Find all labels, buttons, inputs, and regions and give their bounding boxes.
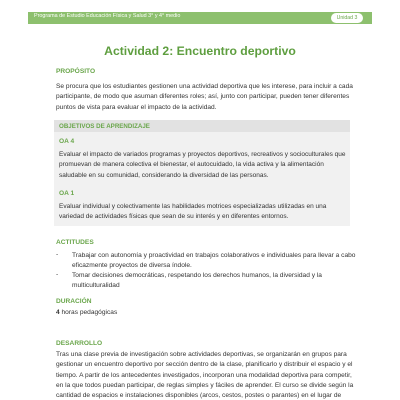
- objectives-header: [54, 120, 350, 132]
- objective-line: saludable en su comunidad, considerando la diversidad de las personas.: [59, 171, 269, 179]
- purpose-line: puntos de vista para evaluar el impacto de la actividad.: [56, 103, 217, 111]
- objective-text: [59, 150, 345, 181]
- objective-code: OA 1: [59, 190, 75, 197]
- purpose-heading: PROPÓSITO: [56, 68, 96, 75]
- duration-value: [56, 309, 117, 316]
- page-title: Actividad 2: Encuentro deportivo: [104, 44, 296, 58]
- duration-unit: horas pedagógicas: [61, 309, 118, 316]
- attitude-line: eficazmente proyectos de diversa índole.: [72, 262, 192, 270]
- objective-code: OA 4: [59, 138, 75, 145]
- objective-text: [59, 202, 345, 223]
- program-title: Programa de Estudio Educación Física y Salud 3° y 4° medio: [34, 13, 181, 19]
- attitudes-heading: ACTITUDES: [56, 239, 94, 246]
- unit-badge: Unidad 3: [331, 13, 363, 23]
- objectives-box: [54, 120, 350, 226]
- objective-line: Evaluar el impacto de variados programas y proyectos deportivos, recreativos y socioculturales que: [59, 151, 346, 158]
- attitude-item: [72, 251, 356, 272]
- development-line: tiempo. A partir de los antecedentes investigados, incorporan una modalidad deportiva para competir,: [56, 371, 352, 379]
- purpose-text: [56, 82, 353, 113]
- objective-line: variedad de actividades físicas que sean de su interés y en diferentes entornos.: [59, 213, 289, 221]
- purpose-line: participante, de modo que asuman diferentes roles; así, junto con participar, pueden tener diferentes: [56, 93, 350, 101]
- development-line: Tras una clase previa de investigación sobre actividades deportivas, se organizarán en grupos para: [56, 351, 347, 358]
- bullet-marker: -: [56, 251, 59, 258]
- attitude-line: Tomar decisiones democráticas, respetando los derechos humanos, la diversidad y la: [72, 272, 322, 279]
- attitude-line: Trabajar con autonomía y proactividad en trabajos colaborativos e individuales para llevar a cabo: [72, 252, 356, 259]
- attitude-item: [72, 271, 348, 292]
- objective-line: promuevan de manera colectiva el bienestar, el autocuidado, la vida activa y la alimentación: [59, 161, 324, 169]
- objectives-heading: OBJETIVOS DE APRENDIZAJE: [59, 123, 150, 130]
- development-text: [56, 350, 354, 400]
- attitude-line: multiculturalidad: [72, 282, 120, 290]
- objective-line: Evaluar individual y colectivamente las habilidades motrices especializadas utilizadas en una: [59, 203, 327, 210]
- development-line: en la que todos puedan participar, de reglas simples y fáciles de aprender. El curso se divide según la: [56, 381, 354, 389]
- duration-heading: DURACIÓN: [56, 298, 92, 305]
- document-header: [0, 0, 400, 36]
- development-line: gestionar un encuentro deportivo por sección dentro de la clase, planificarlo y distribuir el espacio y el: [56, 361, 353, 369]
- purpose-line: Se procura que los estudiantes gestionen una actividad deportiva que les interese, para incluir a cada: [56, 83, 353, 90]
- bullet-marker: -: [56, 271, 59, 278]
- development-heading: DESARROLLO: [56, 340, 103, 347]
- development-line: cantidad de espacios e instalaciones disponibles (arcos, cestos, postes o parantes) en el lugar de: [56, 392, 342, 400]
- duration-hours: 4: [56, 309, 60, 316]
